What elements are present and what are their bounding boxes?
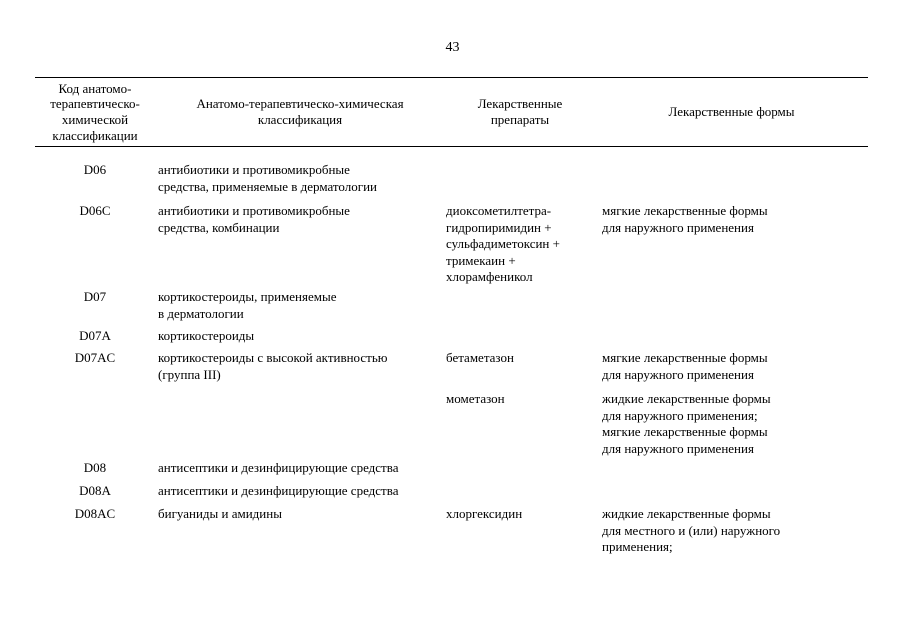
cell-code: D07 [83,289,107,304]
cell-drug: бетаметазон [446,350,514,365]
header-classification: Анатомо-терапевтическо-химическая классификация [196,96,404,127]
cell-form: жидкие лекарственные формы для местного и (или) наружного применения; [602,506,781,554]
cell-classification: антисептики и дезинфицирующие средства [158,460,399,475]
cell-form: мягкие лекарственные формы для наружного применения [602,203,768,235]
cell-classification: кортикостероиды [158,328,255,343]
cell-code: D06 [83,162,107,177]
cell-code: D07AC [74,350,116,365]
cell-classification: антибиотики и противомикробные средства, применяемые в дерматологии [158,162,377,194]
cell-classification: антибиотики и противомикробные средства, комбинации [158,203,350,235]
cell-code: D08A [79,483,111,498]
table-header-rule [35,146,868,147]
cell-code: D06C [79,203,111,218]
cell-drug: хлоргексидин [446,506,523,521]
cell-code: D07A [79,328,111,343]
header-forms: Лекарственные формы [668,104,795,120]
cell-form: мягкие лекарственные формы для наружного применения [602,350,768,382]
cell-classification: бигуаниды и амидины [158,506,282,521]
cell-drug: диоксометилтетра- гидропиримидин + сульфадиметоксин + тримекаин + хлорамфеникол [446,203,560,284]
cell-classification: антисептики и дезинфицирующие средства [158,483,399,498]
header-code: Код анатомо- терапевтическо- химической классификации [50,80,140,143]
cell-code: D08AC [74,506,116,521]
cell-code: D08 [83,460,107,475]
cell-form: жидкие лекарственные формы для наружного применения; мягкие лекарственные формы для наружного применения [602,391,771,456]
cell-drug: мометазон [446,391,505,406]
header-drugs: Лекарственные препараты [477,96,563,127]
cell-classification: кортикостероиды с высокой активностью (группа III) [158,350,388,382]
page-number: 43 [445,40,460,55]
cell-classification: кортикостероиды, применяемые в дерматологии [158,289,337,321]
